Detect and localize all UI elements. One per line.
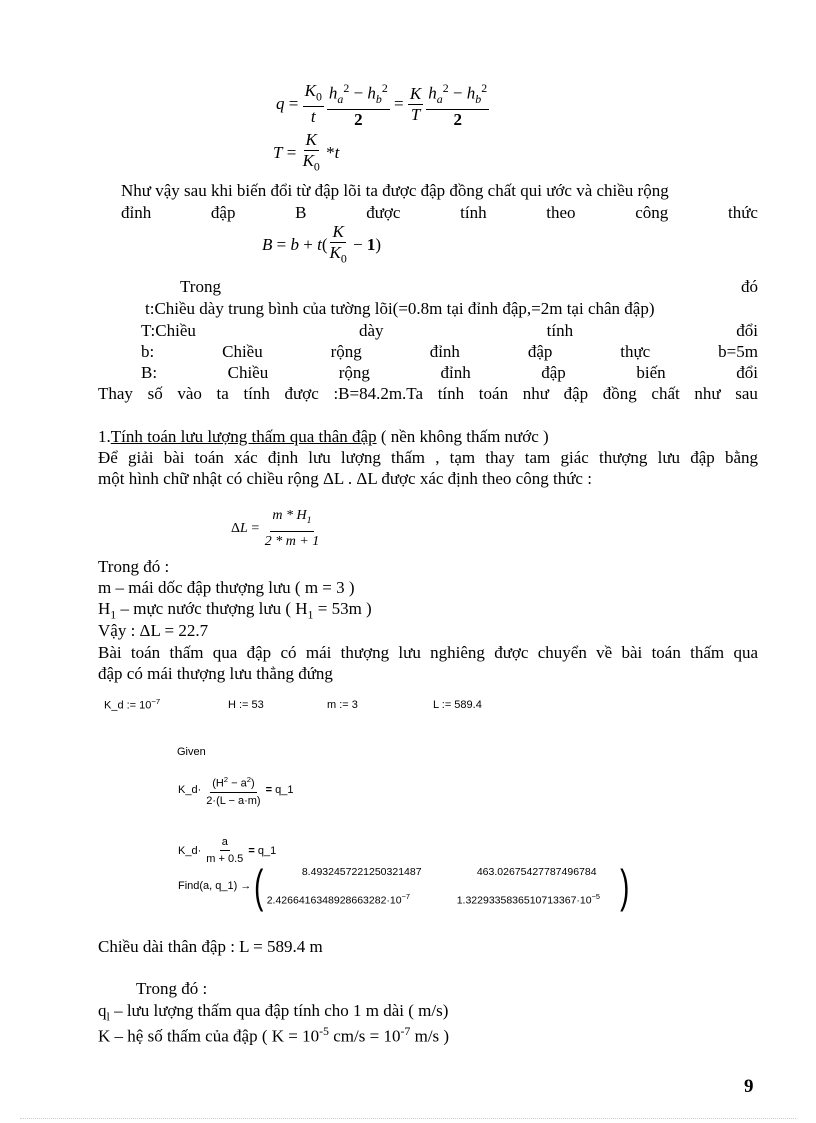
q-subscript: l (106, 1009, 110, 1024)
section-line2: một hình chữ nhật có chiều rộng ΔL . ΔL được xác định theo công thức : (98, 469, 592, 488)
k-definition (98, 1021, 449, 1047)
matrix-cell: 8.4932457221250321487 (301, 865, 422, 878)
word: như (522, 384, 549, 403)
mathcad-find (178, 860, 632, 912)
word: đập (563, 384, 589, 403)
k-text: m/s ) (410, 1026, 450, 1046)
q-symbol: q (98, 1001, 107, 1020)
formula-delta-L: Δ L = $\frac{m * H_1}{2 * m + 1}$ (231, 508, 320, 549)
H1-text: – mực nước thượng lưu ( H (116, 599, 308, 618)
para1-line1: Như vậy sau khi biến đổi từ đập lõi ta được đập đồng chất qui ước và chiều rộng (121, 181, 669, 200)
k-text: cm/s = 10 (329, 1026, 401, 1046)
word: toán (478, 384, 509, 403)
k-text: K – hệ số thấm của đập ( K = 10 (98, 1026, 320, 1046)
trong-do-line (180, 276, 758, 297)
word: T:Chiều (141, 321, 196, 340)
section-line1: Để giải bài toán xác định lưu lượng thấm , tạm thay tam giác thượng lưu đập bằng (98, 448, 758, 467)
word: Chiều (222, 342, 263, 361)
word: công (635, 203, 669, 222)
word: tính (460, 203, 487, 222)
word: :B=84.2m.Ta (333, 384, 424, 403)
word: đỉnh (440, 363, 471, 382)
result-matrix (267, 866, 617, 907)
word: chất (651, 384, 680, 403)
B-definition (141, 362, 758, 383)
word: dày (359, 321, 384, 340)
k-exponent: -7 (400, 1024, 411, 1038)
word: đổi (736, 321, 758, 340)
word: Trong (180, 277, 221, 296)
formula-B: B = b + t ( $\frac{K}{K_0}$ − 1 ) (262, 222, 382, 266)
mathcad-L: L := 589.4 (433, 699, 482, 711)
word: B (295, 203, 307, 222)
vay-line: Vậy : ΔL = 22.7 (98, 621, 209, 640)
word: thực (620, 342, 651, 361)
section-heading (98, 426, 549, 447)
para1-line2 (121, 202, 758, 223)
word: theo (546, 203, 576, 222)
word: rộng (338, 363, 370, 382)
mathcad-m: m := 3 (327, 699, 358, 711)
find-call: Find(a, q_1) → (178, 880, 252, 892)
m-definition: m – mái dốc đập thượng lưu ( m = 3 ) (98, 578, 355, 597)
word: đập (527, 342, 553, 361)
H1-symbol: H (98, 599, 111, 618)
H1-subscript: 1 (110, 607, 117, 622)
word: b: (141, 342, 155, 361)
thay-so-line (98, 383, 758, 404)
matrix-cell: 463.02675427787496784 (476, 865, 597, 878)
mathcad-eq2: K_d· $\frac{a}{m + 0.5}$ = q_1 (178, 836, 277, 865)
matrix-cell: $2.4266416348928663282\cdot 10^{-7}$ (266, 891, 410, 907)
q-text: – lưu lượng thấm qua đập tính cho 1 m dài ( m/s) (109, 1001, 449, 1020)
left-paren: ( (254, 860, 264, 912)
H1-subscript: 1 (307, 607, 314, 622)
word: tính (243, 384, 270, 403)
matrix-cell: $1.3229335836510713367\cdot 10^{-5}$ (456, 891, 600, 907)
word: đồng (602, 384, 637, 403)
word: đỉnh (121, 203, 152, 222)
word: thức (727, 203, 758, 222)
word: như (694, 384, 721, 403)
word: được (284, 384, 319, 403)
word: B: (141, 363, 158, 382)
word: sau (735, 384, 758, 403)
word: Thay (98, 384, 133, 403)
word: đổi (736, 363, 758, 382)
right-paren: ) (619, 860, 629, 912)
footer-divider (20, 1118, 796, 1119)
word: đập (210, 203, 236, 222)
H1-value: = 53m ) (313, 599, 372, 618)
mathcad-eq1: K_d· $\frac{(H^2 - a^2)}{2\cdot(L - a\cdot m)}$ = q_1 (178, 772, 294, 809)
bai-toan-line2: đập có mái thượng lưu thẳng đứng (98, 664, 333, 683)
word: được (366, 203, 401, 222)
word: số (147, 384, 163, 403)
b-definition (141, 341, 758, 362)
word: b=5m (718, 342, 758, 361)
section-number: 1. (98, 427, 111, 446)
word: rộng (330, 342, 362, 361)
word: đỉnh (429, 342, 460, 361)
word: ta (216, 384, 229, 403)
word: đập (541, 363, 566, 382)
T-definition (141, 320, 758, 341)
trong-do-2-heading: Trong đó : (98, 557, 170, 576)
word: tính (437, 384, 465, 403)
bai-toan-line1: Bài toán thấm qua đập có mái thượng lưu nghiêng được chuyển về bài toán thấm qua (98, 643, 758, 662)
word: biến (636, 363, 666, 382)
formula-q: q = $\frac{K_0}{t}$ $\frac{h_a^2 - h_b^2}{2}$ = $\frac{K}{T}$ $\frac{h_a^2 - h_b^2}{2}$ (276, 78, 489, 130)
trong-do-3-heading: Trong đó : (136, 979, 208, 998)
page-number: 9 (744, 1076, 754, 1097)
mathcad-given: Given (177, 746, 206, 758)
mathcad-kd: K_d := $10^{-7}$ (104, 697, 161, 712)
formula-T: T = $\frac{K}{K_0}$ * t (273, 130, 340, 174)
word: tính (546, 321, 574, 340)
t-definition: t:Chiều dày trung bình của tường lõi(=0.8m tại đỉnh đập,=2m tại chân đập) (145, 299, 655, 318)
section-note: ( nền không thấm nước ) (376, 427, 549, 446)
length-line: Chiều dài thân đập : L = 589.4 m (98, 937, 323, 956)
word: đó (741, 277, 758, 296)
word: Chiều (227, 363, 269, 382)
mathcad-H: H := 53 (228, 699, 264, 711)
word: vào (177, 384, 202, 403)
section-title: Tính toán lưu lượng thấm qua thân đập (110, 427, 377, 446)
k-exponent: -5 (319, 1024, 329, 1038)
